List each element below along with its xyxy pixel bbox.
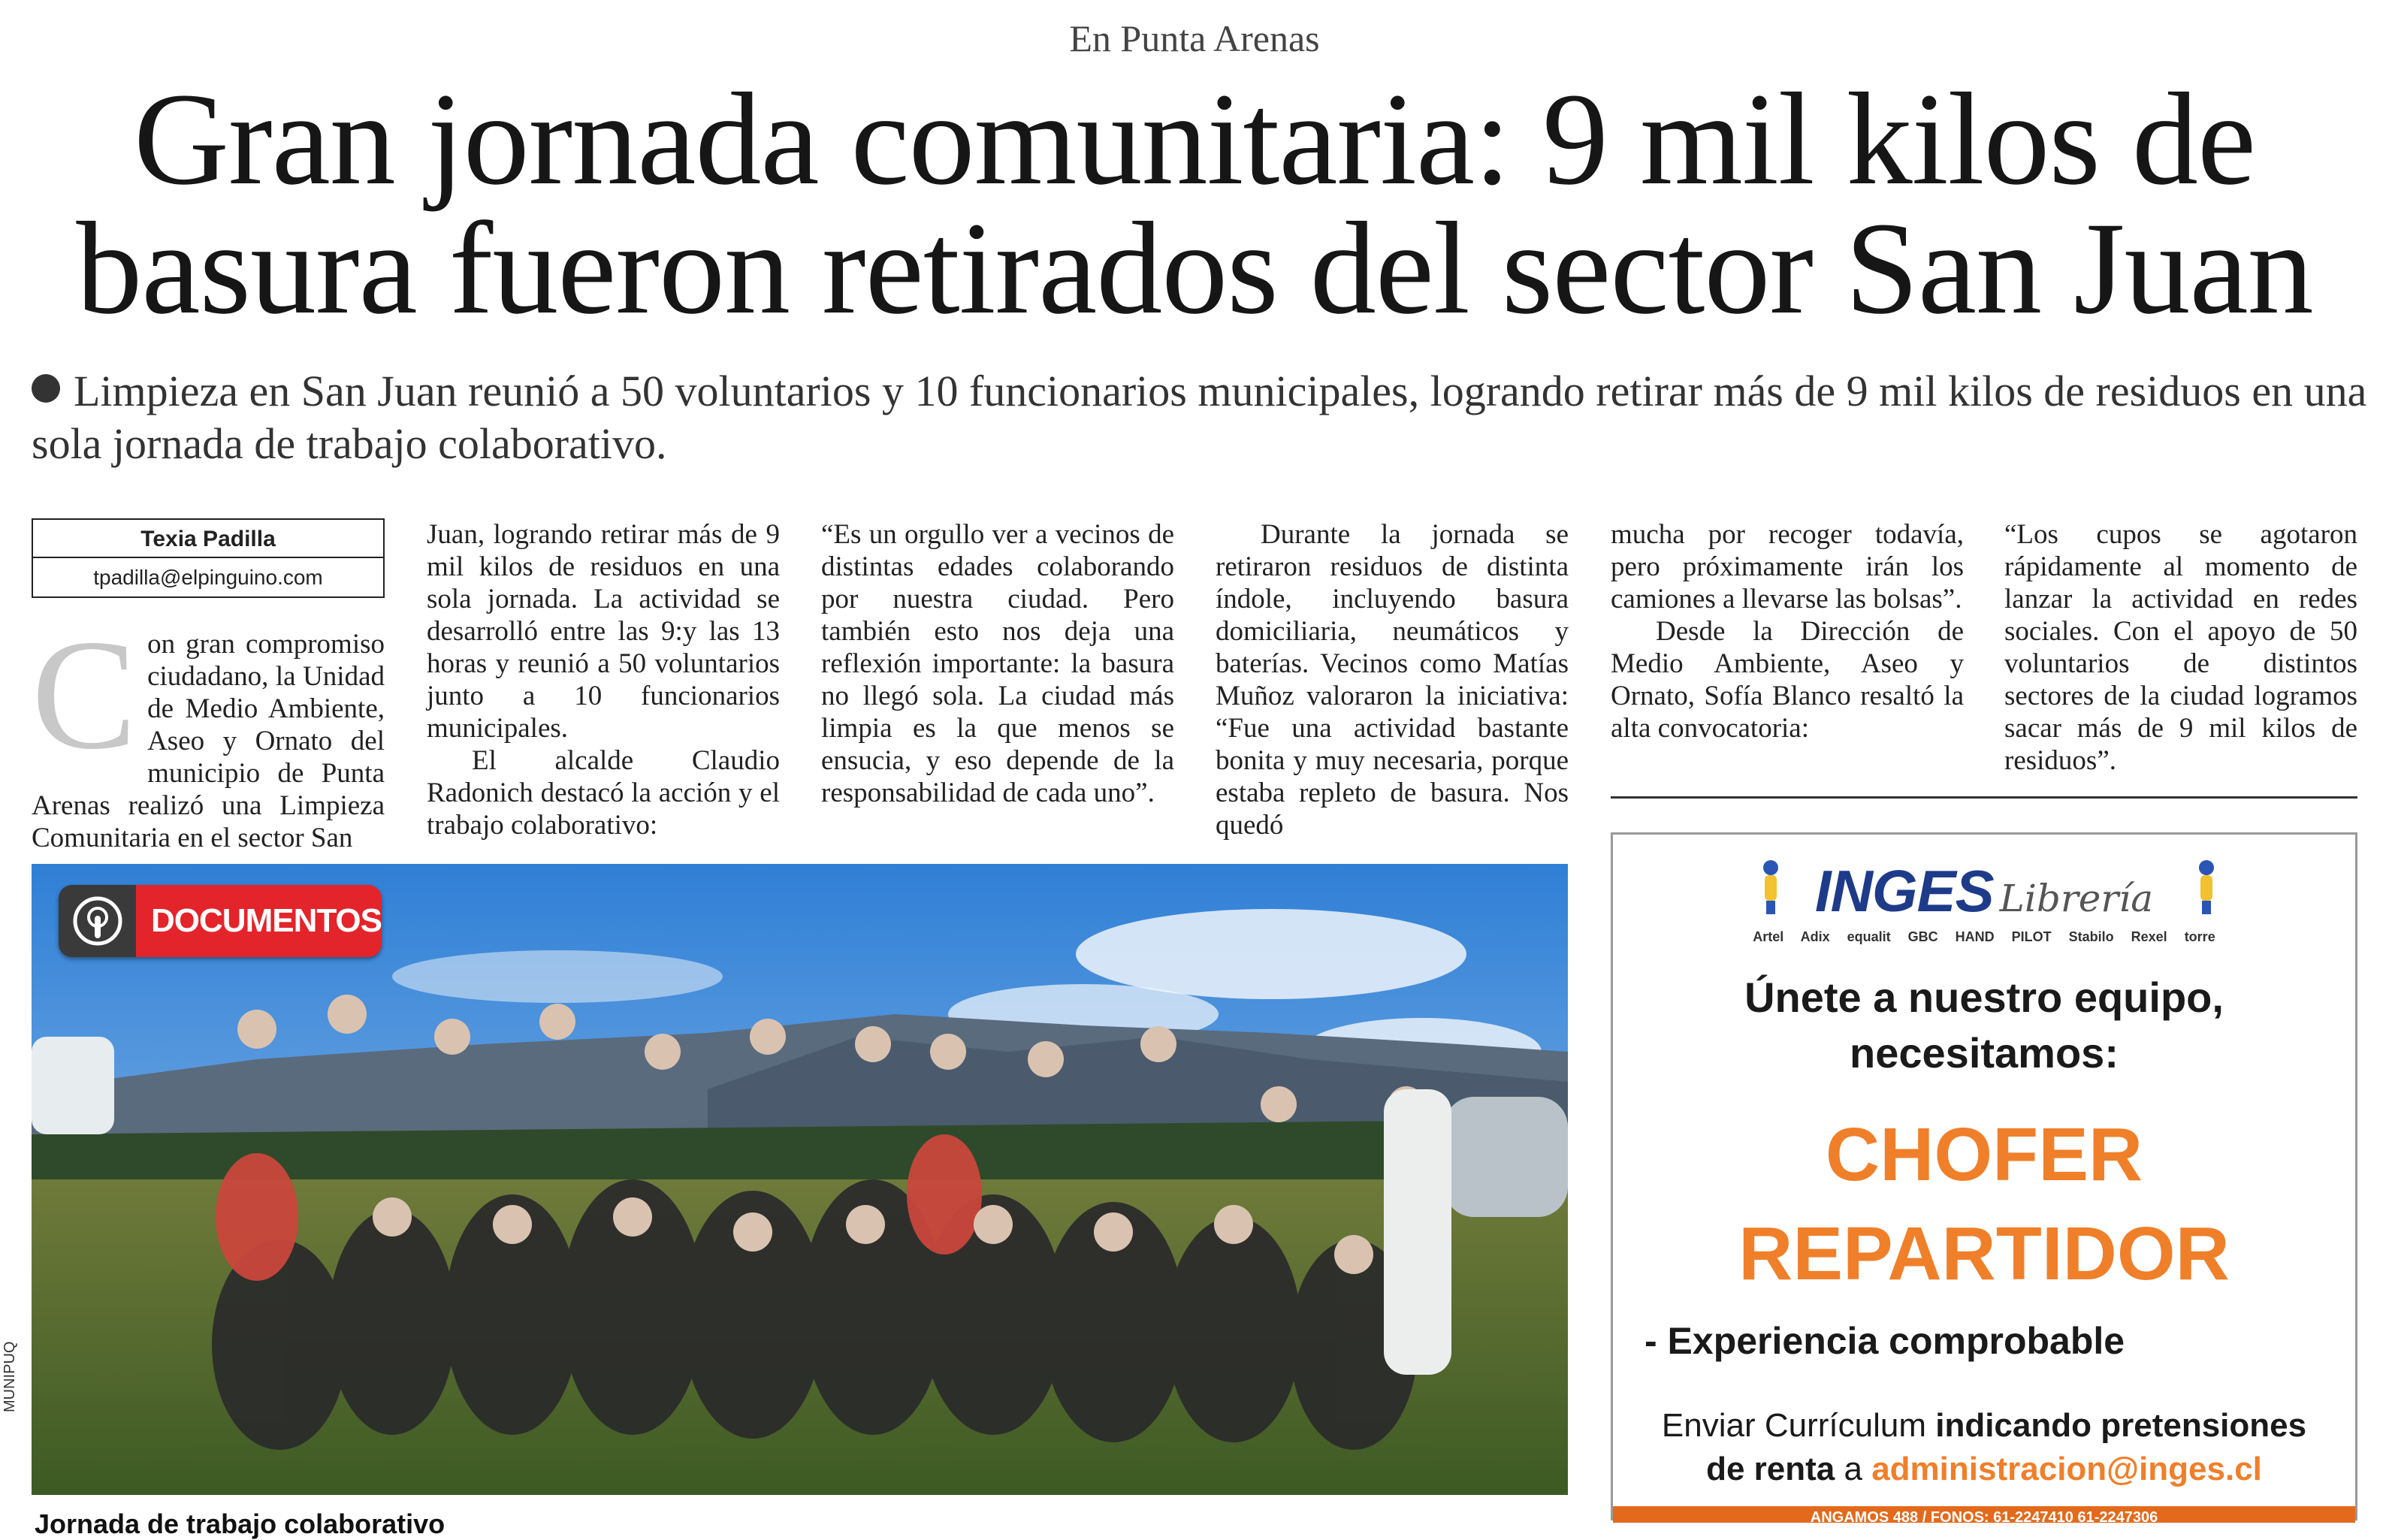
column-4	[1216, 518, 1569, 841]
documentos-button[interactable]	[59, 885, 382, 957]
author-email[interactable]: tpadilla@elpinguino.com	[93, 566, 323, 589]
headline	[0, 66, 2389, 342]
application-instructions	[1613, 1404, 2355, 1491]
dropcap: C	[32, 608, 137, 782]
headline-line-1: Gran jornada comunitaria: 9 mil kilos de	[133, 66, 2256, 213]
col3-paragraph-1: “Es un orgullo ver a vecinos de distintas edades colaborando por nuestra ciudad. Pero también esto nos deja una reflexión importante: la basura no llegó sola. La ciudad más limpia es la que menos se ensucia, y eso depende de la responsabilidad de cada uno”.	[821, 519, 1174, 808]
job-advertisement	[1611, 832, 2357, 1523]
col2-paragraph-1: Juan, logrando retirar más de 9 mil kilos de residuos en una sola jornada. La actividad se desarrolló entre las 9:y las 13 horas y reunió a 50 voluntarios junto a 10 funcionarios municipales.	[427, 519, 780, 744]
col6-paragraph-1: “Los cupos se agotaron rápidamente al momento de lanzar la actividad en redes sociales. Con el apoyo de 50 voluntarios de distintos sectores de la ciudad logramos sacar más de 9 mil kilos de residuos”.	[2004, 519, 2357, 776]
col2-paragraph-2: El alcalde Claudio Radonich destacó la acción y el trabajo colaborativo:	[427, 745, 780, 841]
documentos-label: DOCUMENTOS	[151, 902, 382, 939]
column-3	[821, 518, 1174, 809]
inges-logo	[1613, 857, 2355, 926]
brand-subtitle: Librería	[1999, 877, 2154, 920]
col5-paragraph-2: Desde la Dirección de Medio Ambiente, Aseo y Ornato, Sofía Blanco resaltó la alta convocatoria:	[1611, 616, 1964, 744]
column-divider	[1611, 796, 2357, 799]
job-title	[1613, 1105, 2355, 1303]
ad-tagline-line-2: necesitamos:	[1850, 1029, 2119, 1076]
headline-line-2: basura fueron retirados del sector San Juan	[76, 195, 2313, 342]
ad-tagline-line-1: Únete a nuestro equipo,	[1744, 974, 2224, 1021]
bullet-icon	[32, 374, 60, 403]
column-2	[427, 518, 780, 841]
partner-brands: Artel Adix equalit GBC HAND PILOT Stabilo Rexel torre	[1753, 929, 2215, 944]
col5-paragraph-1: mucha por recoger todavía, pero próximamente irán los camiones a llevarse las bolsas”.	[1611, 519, 1964, 614]
contact-email[interactable]: administracion@inges.cl	[1871, 1451, 2262, 1487]
job-title-line-1: CHOFER	[1825, 1113, 2143, 1197]
send-plain: Enviar Currículum	[1661, 1407, 1926, 1444]
photo-credit: MUNIPUQ	[2, 1341, 18, 1412]
job-requirement: - Experiencia comprobable	[1645, 1320, 2125, 1362]
summary	[32, 365, 2368, 470]
byline	[32, 518, 385, 598]
photo-illustration	[32, 864, 1568, 1495]
ad-tagline	[1613, 970, 2355, 1081]
summary-text: Limpieza en San Juan reunió a 50 voluntarios y 10 funcionarios municipales, logrando retirar más de 9 mil kilos de residuos en una sola jornada de trabajo colaborativo.	[32, 367, 2367, 468]
kicker: En Punta Arenas	[1069, 17, 1320, 59]
column-6	[2004, 518, 2357, 777]
photo-caption: Jornada de trabajo colaborativo	[35, 1508, 445, 1539]
column-1	[32, 518, 385, 854]
col1-paragraph-1: on gran compromiso ciudadano, la Unidad de Medio Ambiente, Aseo y Ornato del municipio de Punta Arenas realizó una Limpieza Comunitaria en el sector San	[32, 629, 385, 853]
column-5	[1611, 518, 1964, 744]
send-line2-bold: de renta	[1706, 1451, 1835, 1487]
job-title-line-2: REPARTIDOR	[1738, 1212, 2230, 1296]
group-photo	[32, 864, 1568, 1495]
send-bold: indicando pretensiones	[1935, 1407, 2307, 1444]
author-name: Texia Padilla	[33, 520, 383, 558]
col4-paragraph-1: Durante la jornada se retiraron residuos de distinta índole, incluyendo basura domiciliaria, neumáticos y baterías. Vecinos como Matías Muñoz valoraron la iniciativa: “Fue una actividad bastante bonita y muy necesaria, porque estaba repleto de basura. Nos quedó	[1216, 519, 1569, 841]
brand-name: INGES	[1814, 858, 1994, 924]
touch-icon	[59, 885, 136, 957]
ad-footer: ANGAMOS 488 / FONOS: 61-2247410 61-2247306	[1613, 1506, 2355, 1523]
send-a: a	[1844, 1451, 1862, 1487]
